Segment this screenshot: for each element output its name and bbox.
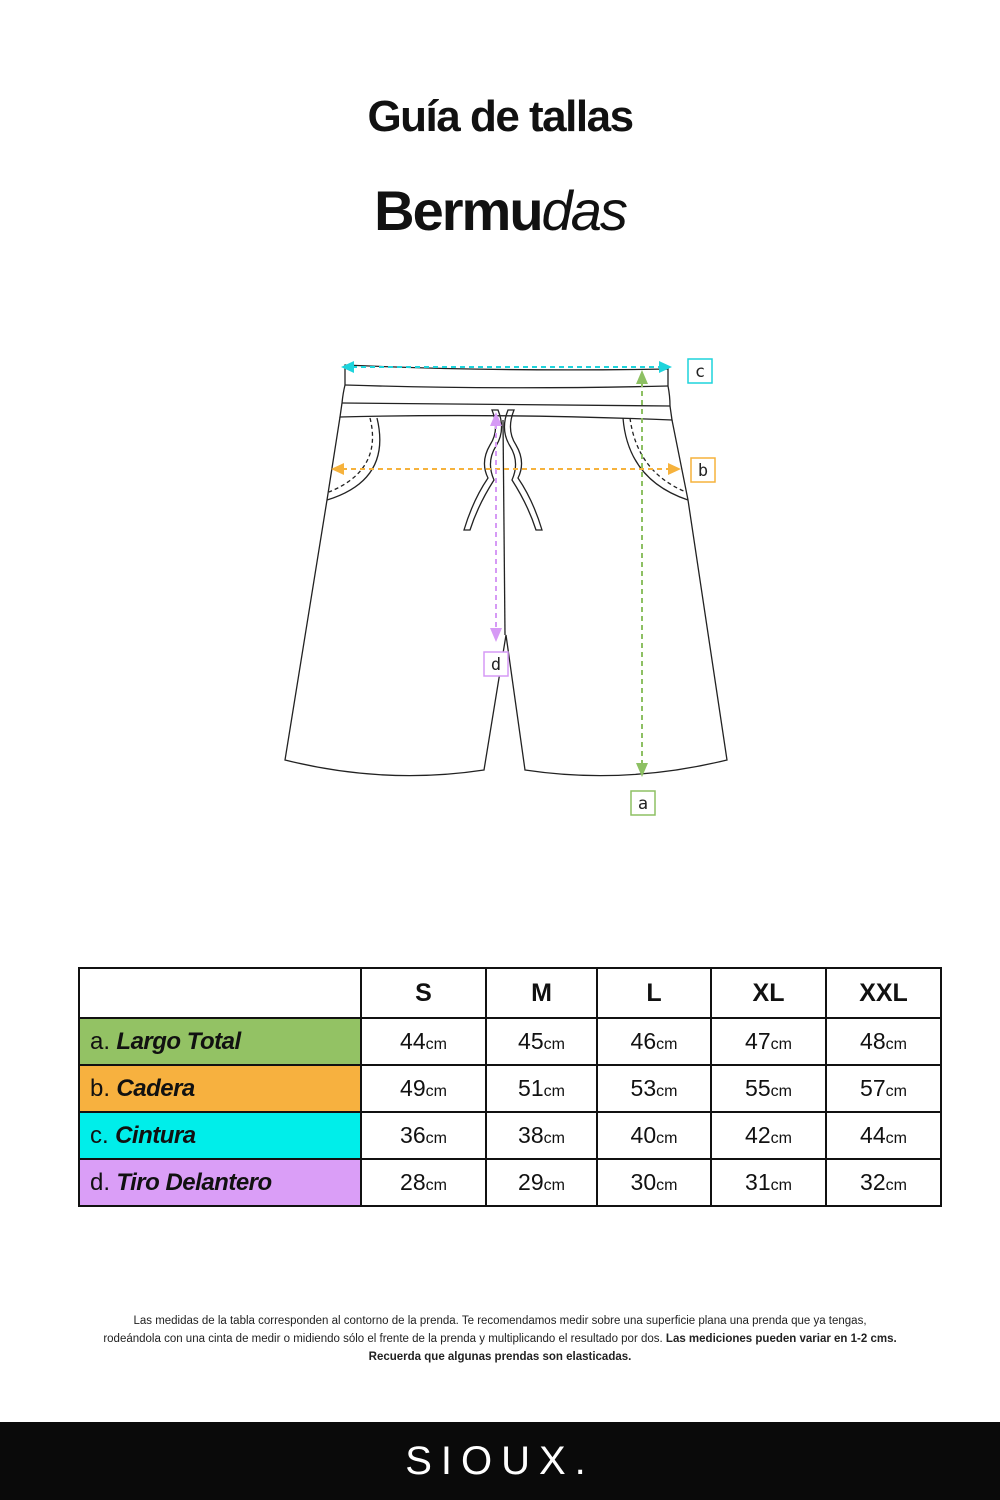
measure-line-a <box>636 370 648 777</box>
row-name: Largo Total <box>116 1027 241 1055</box>
table-cell: 49cm <box>361 1065 486 1112</box>
label-c: c <box>694 362 706 382</box>
table-cell: 53cm <box>597 1065 711 1112</box>
row-name: Tiro Delantero <box>116 1168 272 1196</box>
table-cell: 51cm <box>486 1065 597 1112</box>
row-letter: c. <box>90 1121 109 1149</box>
table-cell: 40cm <box>597 1112 711 1159</box>
table-cell: 55cm <box>711 1065 826 1112</box>
size-header-xl: XL <box>711 968 826 1018</box>
table-row <box>79 1159 941 1206</box>
row-label-tiro-delantero <box>79 1159 361 1206</box>
table-row <box>79 1112 941 1159</box>
waistband <box>340 365 672 420</box>
size-header-m: M <box>486 968 597 1018</box>
row-letter: b. <box>90 1074 111 1102</box>
table-cell: 38cm <box>486 1112 597 1159</box>
table-cell: 44cm <box>826 1112 941 1159</box>
product-title-light: das <box>541 179 626 242</box>
note-line-1: Las medidas de la tabla corresponden al contorno de la prenda. Te recomendamos medir sobre una superficie plana una prenda que ya tengas, <box>133 1315 867 1327</box>
shorts-diagram <box>0 330 1000 840</box>
table-cell: 42cm <box>711 1112 826 1159</box>
note-line-2: rodeándola con una cinta de medir o midiendo sólo el frente de la prenda y multiplicando el resultado por dos. <box>103 1333 663 1345</box>
size-header-row <box>79 968 941 1018</box>
note-line-2-bold: Las mediciones pueden variar en 1-2 cms. <box>665 1333 897 1345</box>
product-title-bold: Bermu <box>374 179 542 242</box>
table-cell: 28cm <box>361 1159 486 1206</box>
table-cell: 31cm <box>711 1159 826 1206</box>
row-name: Cadera <box>116 1074 195 1102</box>
measurement-note <box>30 1312 970 1366</box>
shorts-body <box>285 417 727 776</box>
table-cell: 36cm <box>361 1112 486 1159</box>
measure-line-b <box>331 463 681 475</box>
header-empty-cell <box>79 968 361 1018</box>
label-a: a <box>637 794 649 814</box>
table-cell: 32cm <box>826 1159 941 1206</box>
row-label-largo-total <box>79 1018 361 1065</box>
note-line-3-bold: Recuerda que algunas prendas son elasticadas. <box>368 1351 632 1363</box>
size-header-l: L <box>597 968 711 1018</box>
size-header-s: S <box>361 968 486 1018</box>
row-letter: d. <box>90 1168 111 1196</box>
row-label-cadera <box>79 1065 361 1112</box>
table-cell: 30cm <box>597 1159 711 1206</box>
label-d: d <box>490 655 502 675</box>
measure-line-d <box>490 412 502 642</box>
table-cell: 29cm <box>486 1159 597 1206</box>
measure-line-c <box>341 361 672 373</box>
row-label-cintura <box>79 1112 361 1159</box>
size-header-xxl: XXL <box>826 968 941 1018</box>
size-table <box>78 967 942 1207</box>
page-title: Guía de tallas <box>367 92 633 141</box>
table-cell: 45cm <box>486 1018 597 1065</box>
product-title <box>0 178 1000 243</box>
table-cell: 44cm <box>361 1018 486 1065</box>
row-letter: a. <box>90 1027 111 1055</box>
row-name: Cintura <box>115 1121 196 1149</box>
table-cell: 57cm <box>826 1065 941 1112</box>
brand-footer <box>0 1422 1000 1500</box>
right-pocket <box>623 418 688 500</box>
table-row <box>79 1065 941 1112</box>
brand-logo: SIOUX. <box>405 1439 595 1483</box>
table-cell: 46cm <box>597 1018 711 1065</box>
table-row <box>79 1018 941 1065</box>
left-pocket <box>327 418 380 500</box>
table-cell: 48cm <box>826 1018 941 1065</box>
label-b: b <box>697 461 709 481</box>
table-cell: 47cm <box>711 1018 826 1065</box>
